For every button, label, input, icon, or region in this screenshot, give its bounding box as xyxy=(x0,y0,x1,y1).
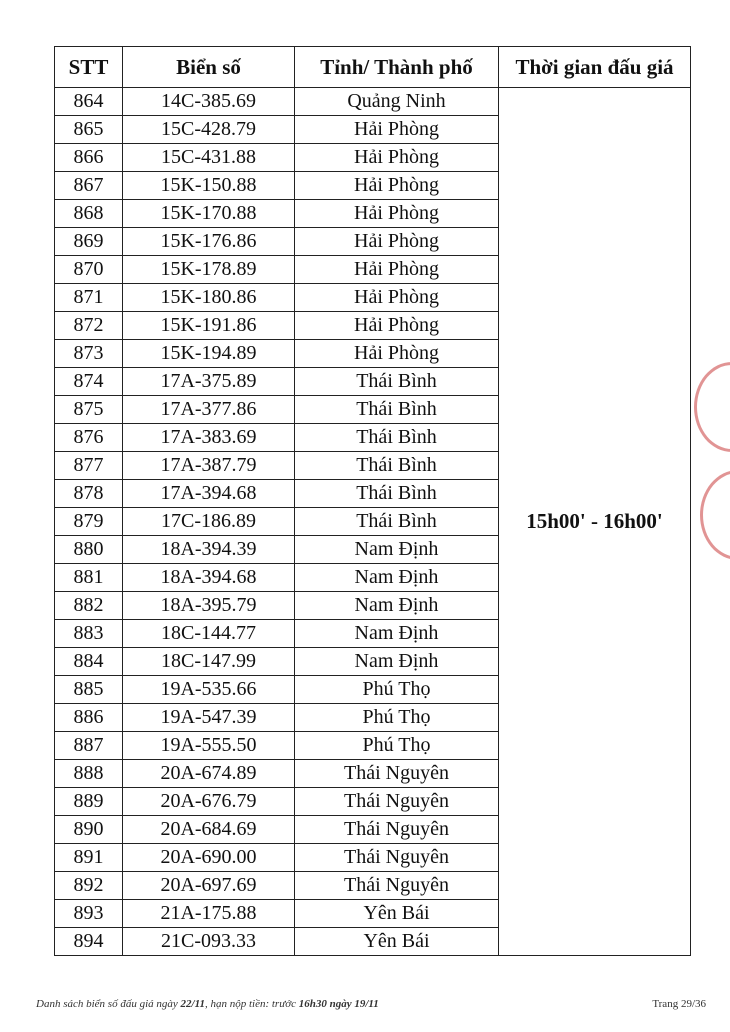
cell-stt: 884 xyxy=(55,648,123,676)
cell-plate: 21C-093.33 xyxy=(123,928,295,956)
plate-auction-table xyxy=(54,46,691,956)
header-auction-time: Thời gian đấu giá xyxy=(499,47,691,88)
cell-plate: 20A-690.00 xyxy=(123,844,295,872)
cell-province: Thái Bình xyxy=(295,368,499,396)
cell-stt: 865 xyxy=(55,116,123,144)
cell-province: Nam Định xyxy=(295,648,499,676)
cell-plate: 18A-394.39 xyxy=(123,536,295,564)
cell-stt: 873 xyxy=(55,340,123,368)
cell-stt: 868 xyxy=(55,200,123,228)
cell-stt: 885 xyxy=(55,676,123,704)
cell-plate: 20A-684.69 xyxy=(123,816,295,844)
cell-province: Thái Nguyên xyxy=(295,816,499,844)
cell-stt: 876 xyxy=(55,424,123,452)
cell-stt: 891 xyxy=(55,844,123,872)
cell-plate: 18C-144.77 xyxy=(123,620,295,648)
header-plate: Biển số xyxy=(123,47,295,88)
cell-stt: 886 xyxy=(55,704,123,732)
cell-stt: 889 xyxy=(55,788,123,816)
cell-stt: 870 xyxy=(55,256,123,284)
cell-plate: 17A-377.86 xyxy=(123,396,295,424)
cell-province: Hải Phòng xyxy=(295,312,499,340)
header-province: Tỉnh/ Thành phố xyxy=(295,47,499,88)
cell-stt: 892 xyxy=(55,872,123,900)
cell-plate: 17C-186.89 xyxy=(123,508,295,536)
cell-plate: 20A-697.69 xyxy=(123,872,295,900)
header-row xyxy=(55,47,691,88)
footer-note xyxy=(36,998,379,1010)
cell-stt: 881 xyxy=(55,564,123,592)
cell-stt: 878 xyxy=(55,480,123,508)
cell-auction-time: 15h00' - 16h00' xyxy=(499,88,691,956)
footer-prefix: Danh sách biển số đấu giá ngày xyxy=(36,998,178,1010)
cell-province: Yên Bái xyxy=(295,900,499,928)
cell-province: Hải Phòng xyxy=(295,200,499,228)
cell-plate: 20A-676.79 xyxy=(123,788,295,816)
cell-plate: 17A-383.69 xyxy=(123,424,295,452)
cell-plate: 20A-674.89 xyxy=(123,760,295,788)
cell-stt: 887 xyxy=(55,732,123,760)
cell-plate: 15K-150.88 xyxy=(123,172,295,200)
red-seal-stamp xyxy=(694,362,730,452)
cell-plate: 18A-394.68 xyxy=(123,564,295,592)
cell-stt: 877 xyxy=(55,452,123,480)
cell-stt: 869 xyxy=(55,228,123,256)
cell-stt: 866 xyxy=(55,144,123,172)
cell-plate: 21A-175.88 xyxy=(123,900,295,928)
cell-province: Thái Nguyên xyxy=(295,788,499,816)
cell-stt: 882 xyxy=(55,592,123,620)
cell-plate: 18A-395.79 xyxy=(123,592,295,620)
cell-province: Hải Phòng xyxy=(295,228,499,256)
cell-province: Thái Bình xyxy=(295,452,499,480)
cell-plate: 15K-194.89 xyxy=(123,340,295,368)
cell-province: Hải Phòng xyxy=(295,256,499,284)
cell-plate: 15K-191.86 xyxy=(123,312,295,340)
footer-middle: , hạn nộp tiền: trước xyxy=(204,998,296,1010)
cell-plate: 14C-385.69 xyxy=(123,88,295,116)
cell-plate: 15K-178.89 xyxy=(123,256,295,284)
cell-stt: 883 xyxy=(55,620,123,648)
cell-plate: 19A-547.39 xyxy=(123,704,295,732)
cell-plate: 18C-147.99 xyxy=(123,648,295,676)
cell-plate: 19A-555.50 xyxy=(123,732,295,760)
cell-plate: 17A-394.68 xyxy=(123,480,295,508)
cell-province: Nam Định xyxy=(295,564,499,592)
table-body xyxy=(55,88,691,956)
cell-stt: 867 xyxy=(55,172,123,200)
cell-stt: 864 xyxy=(55,88,123,116)
cell-plate: 15C-428.79 xyxy=(123,116,295,144)
cell-province: Hải Phòng xyxy=(295,284,499,312)
cell-province: Hải Phòng xyxy=(295,172,499,200)
red-seal-stamp xyxy=(700,470,730,560)
cell-stt: 893 xyxy=(55,900,123,928)
cell-province: Thái Bình xyxy=(295,480,499,508)
cell-plate: 17A-387.79 xyxy=(123,452,295,480)
cell-province: Nam Định xyxy=(295,620,499,648)
cell-plate: 15K-180.86 xyxy=(123,284,295,312)
cell-province: Hải Phòng xyxy=(295,340,499,368)
table-row xyxy=(55,88,691,116)
cell-province: Thái Bình xyxy=(295,396,499,424)
cell-province: Thái Nguyên xyxy=(295,760,499,788)
cell-province: Quảng Ninh xyxy=(295,88,499,116)
cell-province: Phú Thọ xyxy=(295,676,499,704)
cell-province: Hải Phòng xyxy=(295,116,499,144)
cell-province: Thái Bình xyxy=(295,424,499,452)
cell-province: Thái Nguyên xyxy=(295,844,499,872)
cell-stt: 894 xyxy=(55,928,123,956)
cell-stt: 888 xyxy=(55,760,123,788)
cell-province: Phú Thọ xyxy=(295,732,499,760)
cell-stt: 871 xyxy=(55,284,123,312)
cell-stt: 890 xyxy=(55,816,123,844)
cell-stt: 880 xyxy=(55,536,123,564)
cell-stt: 872 xyxy=(55,312,123,340)
cell-province: Phú Thọ xyxy=(295,704,499,732)
page-number: Trang 29/36 xyxy=(652,998,706,1010)
cell-plate: 17A-375.89 xyxy=(123,368,295,396)
header-stt: STT xyxy=(55,47,123,88)
cell-province: Thái Nguyên xyxy=(295,872,499,900)
cell-province: Thái Bình xyxy=(295,508,499,536)
cell-province: Hải Phòng xyxy=(295,144,499,172)
cell-province: Nam Định xyxy=(295,592,499,620)
footer-deadline: 16h30 ngày 19/11 xyxy=(298,998,379,1010)
cell-stt: 879 xyxy=(55,508,123,536)
cell-province: Yên Bái xyxy=(295,928,499,956)
cell-plate: 15K-176.86 xyxy=(123,228,295,256)
cell-plate: 15K-170.88 xyxy=(123,200,295,228)
cell-stt: 874 xyxy=(55,368,123,396)
footer-date: 22/11 xyxy=(180,998,205,1010)
cell-plate: 19A-535.66 xyxy=(123,676,295,704)
cell-plate: 15C-431.88 xyxy=(123,144,295,172)
cell-province: Nam Định xyxy=(295,536,499,564)
cell-stt: 875 xyxy=(55,396,123,424)
